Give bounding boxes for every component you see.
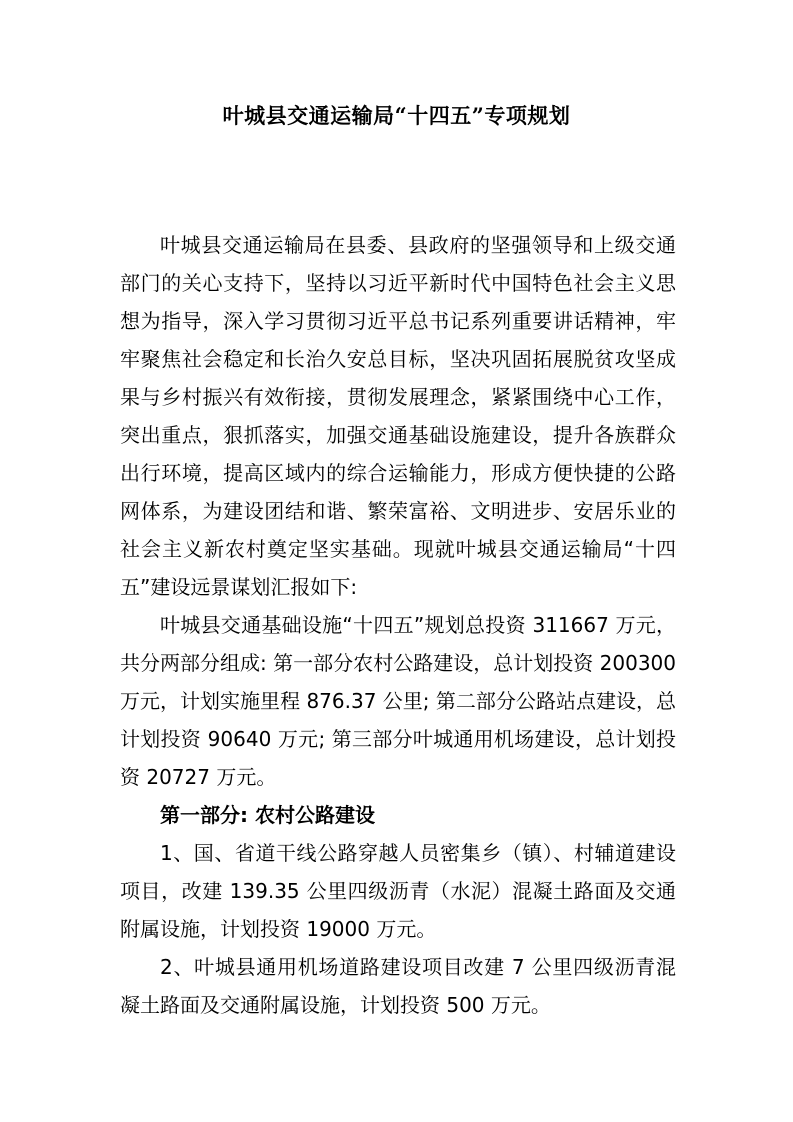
investment-summary-paragraph: 叶城县交通基础设施“十四五”规划总投资 311667 万元，共分两部分组成: 第一部分农村公路建设，总计划投资 200300 万元，计划实施里程 876.37 公里; 第二部分公路站点建设，总计划投资 90640 万元; 第三部分叶城通用机场建设，总计划投资 20727 万元。 xyxy=(120,613,676,789)
document-body xyxy=(120,226,676,1024)
list-item: 2、叶城县通用机场道路建设项目改建 7 公里四级沥青混凝土路面及交通附属设施，计划投资 500 万元。 xyxy=(120,955,676,1017)
document-title: 叶城县交通运输局“十四五”专项规划 xyxy=(222,103,571,128)
intro-paragraph: 叶城县交通运输局在县委、县政府的坚强领导和上级交通部门的关心支持下，坚持以习近平新时代中国特色社会主义思想为指导，深入学习贯彻习近平总书记系列重要讲话精神，牢牢聚焦社会稳定和长治久安总目标，坚决巩固拓展脱贫攻坚成果与乡村振兴有效衔接，贯彻发展理念，紧紧围绕中心工作，突出重点，狠抓落实，加强交通基础设施建设，提升各族群众出行环境，提高区域内的综合运输能力，形成方便快捷的公路网体系，为建设团结和谐、繁荣富裕、文明进步、安居乐业的社会主义新农村奠定坚实基础。现就叶城县交通运输局“十四五”建设远景谋划汇报如下: xyxy=(120,233,676,599)
section-heading: 第一部分: 农村公路建设 xyxy=(160,803,375,827)
list-item: 1、国、省道干线公路穿越人员密集乡（镇）、村辅道建设项目，改建 139.35 公里四级沥青（水泥）混凝土路面及交通附属设施，计划投资 19000 万元。 xyxy=(120,841,676,941)
